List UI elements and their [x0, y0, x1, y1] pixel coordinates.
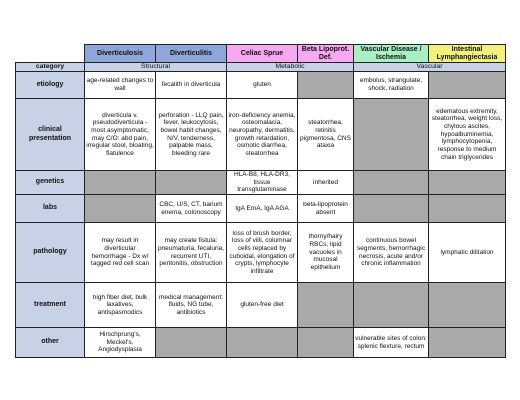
- header-diverticulosis: Diverticulosis: [85, 45, 156, 63]
- cell-etiology-beta-empty: [298, 72, 354, 99]
- row-label-labs: labs: [16, 195, 85, 223]
- cell-treatment-diverticulosis: high fiber diet, bulk laxatives, antispasmodics: [85, 283, 156, 328]
- cell-labs-lymph-empty: [429, 195, 506, 223]
- group-metabolic: Metabolic: [227, 63, 354, 72]
- row-treatment: [16, 283, 506, 328]
- header-vascular-disease: Vascular Disease / Ischemia: [354, 45, 429, 63]
- cell-labs-celiac: IgA EmA, IgA AGA: [227, 195, 298, 223]
- header-intestinal-lymphangiectasia: Intestinal Lymphangiectasia: [429, 45, 506, 63]
- cell-genetics-celiac: HLA-B8, HLA-DR3, tissue transglutaminase: [227, 171, 298, 195]
- cell-other-diverticulitis-empty: [156, 328, 227, 358]
- row-label-genetics: genetics: [16, 171, 85, 195]
- cell-genetics-lymph-empty: [429, 171, 506, 195]
- cell-genetics-diverticulosis-empty: [85, 171, 156, 195]
- cell-treatment-celiac: gluten-free diet: [227, 283, 298, 328]
- cell-genetics-diverticulitis-empty: [156, 171, 227, 195]
- cell-other-diverticulosis: Hirschprung's, Meckel's, Angiodysplasia: [85, 328, 156, 358]
- row-label-etiology: etiology: [16, 72, 85, 99]
- cell-pathology-diverticulitis: may create fistula: pneumaturia, fecaluria, recurrent UTI, peritonitis, obstruction: [156, 223, 227, 283]
- cell-etiology-diverticulitis: fecalith in diverticula: [156, 72, 227, 99]
- cell-pathology-lymph: lymphatic dilitation: [429, 223, 506, 283]
- cell-other-vascular: vulnerable sites of colon: splenic flexture, rectum: [354, 328, 429, 358]
- cell-clinical-beta: steatorrhea, retinitis pigmentosa, CNS ataxia: [298, 99, 354, 171]
- category-row: [16, 63, 506, 72]
- cell-other-beta-empty: [298, 328, 354, 358]
- cell-etiology-lymph-empty: [429, 72, 506, 99]
- header-row: [16, 45, 506, 63]
- cell-etiology-diverticulosis: age-related changes to wall: [85, 72, 156, 99]
- comparison-table: [15, 44, 506, 358]
- cell-pathology-beta: thorny/hairy RBCs, lipid vacuoles in mucosal epithelium: [298, 223, 354, 283]
- cell-clinical-diverticulosis: diverticula v. pseudodiverticula - most asymptomatic, may C/O: abd pain, irregular stool, bloating, flatulence: [85, 99, 156, 171]
- row-clinical-presentation: [16, 99, 506, 171]
- header-beta-lipoprot-def: Beta Lipoprot. Def.: [298, 45, 354, 63]
- cell-pathology-celiac: loss of brush border, loss of villi, columnar cells replaced by cuboidal, elongation of crypts, lymphocyte infiltrate: [227, 223, 298, 283]
- cell-other-lymph-empty: [429, 328, 506, 358]
- cell-pathology-diverticulosis: may result in diverticular hemorrhage - Dx w/ tagged red cell scan: [85, 223, 156, 283]
- cell-other-celiac-empty: [227, 328, 298, 358]
- cell-clinical-celiac: iron-deficiency anemia, osteomalacia, neuropathy, dermatitis, growth retardation, osmotic diarrhea, steatorrhea: [227, 99, 298, 171]
- cell-clinical-diverticulitis: perforation - LLQ pain, fever, leukocytosis, bowel habit changes, N/V, tenderness, palpable mass, bleeding rare: [156, 99, 227, 171]
- cell-treatment-vascular-empty: [354, 283, 429, 328]
- cell-treatment-diverticulitis: medical management: fluids, NG tube, antibiotics: [156, 283, 227, 328]
- row-labs: [16, 195, 506, 223]
- header-celiac-sprue: Celiac Sprue: [227, 45, 298, 63]
- row-genetics: [16, 171, 506, 195]
- row-label-pathology: pathology: [16, 223, 85, 283]
- row-label-clinical-presentation: clinical presentation: [16, 99, 85, 171]
- cell-genetics-vascular-empty: [354, 171, 429, 195]
- cell-treatment-beta-empty: [298, 283, 354, 328]
- group-structural: Structural: [85, 63, 227, 72]
- cell-labs-vascular-empty: [354, 195, 429, 223]
- cell-treatment-lymph-empty: [429, 283, 506, 328]
- header-diverticulitis: Diverticulitis: [156, 45, 227, 63]
- cell-pathology-vascular: continuous bowel segments, hemorrhagic necrosis, acute and/or chronic inflammation: [354, 223, 429, 283]
- cell-labs-diverticulosis-empty: [85, 195, 156, 223]
- cell-etiology-celiac: gluten: [227, 72, 298, 99]
- row-etiology: [16, 72, 506, 99]
- cell-labs-diverticulitis: CBC, U/S, CT, barium enema, colonoscopy: [156, 195, 227, 223]
- cell-clinical-lymph: edematous extremity, steatorrhea, weight loss, chylous ascites, hypoalbuminemia, lymphocytopenia, response to medium chain triglycerides: [429, 99, 506, 171]
- group-vascular: Vascular: [354, 63, 506, 72]
- category-label: category: [16, 63, 85, 72]
- cell-genetics-beta: inherited: [298, 171, 354, 195]
- corner-cell: [16, 45, 85, 63]
- row-pathology: [16, 223, 506, 283]
- row-label-other: other: [16, 328, 85, 358]
- cell-etiology-vascular: embolus, strangulate, shock, radiation: [354, 72, 429, 99]
- cell-clinical-vascular-empty: [354, 99, 429, 171]
- cell-labs-beta: beta-lipoprotein absent: [298, 195, 354, 223]
- row-other: [16, 328, 506, 358]
- row-label-treatment: treatment: [16, 283, 85, 328]
